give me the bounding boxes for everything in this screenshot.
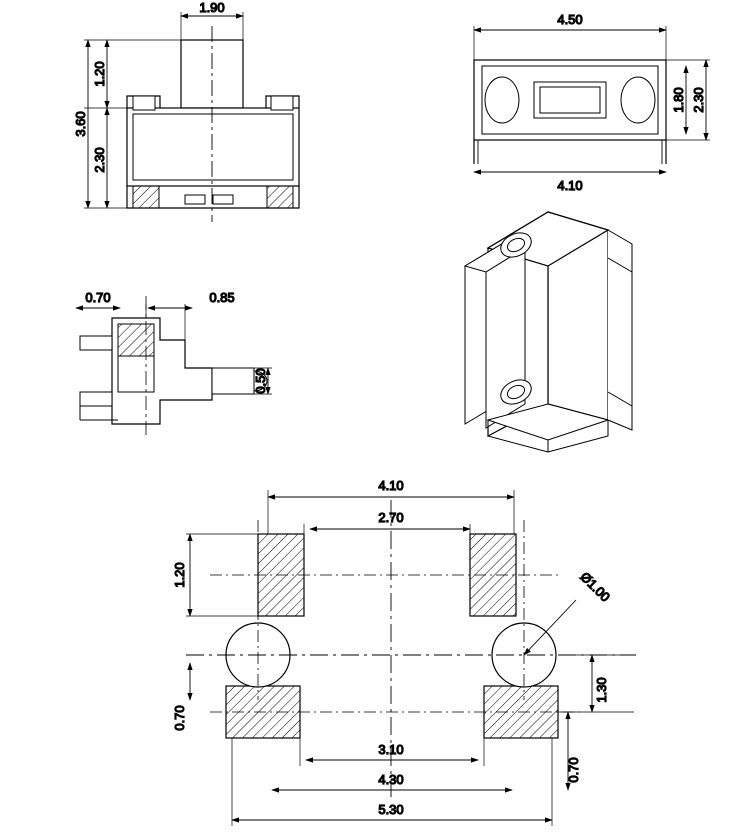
side-view xyxy=(76,290,272,436)
dim-overall-depth: 2.30 xyxy=(691,87,706,113)
dim-pad-offset-right: 1.30 xyxy=(594,677,609,703)
dim-hole-diameter: Ø1.00 xyxy=(577,568,614,605)
top-view xyxy=(474,12,710,193)
dim-pad-span-inner: 2.70 xyxy=(378,510,404,525)
dim-body-width: 4.10 xyxy=(557,178,583,193)
dim-overall-width: 4.50 xyxy=(557,12,583,27)
dim-pad-height-top: 1.20 xyxy=(172,562,187,588)
dim-gap-center: 0.70 xyxy=(172,705,187,731)
pcb-footprint-view xyxy=(172,478,636,826)
dim-lead-offset: 0.70 xyxy=(85,290,111,305)
dim-body-depth: 1.80 xyxy=(671,87,686,113)
dim-span-outer-bottom: 5.30 xyxy=(378,802,404,817)
dim-span-inner-bottom: 3.10 xyxy=(378,742,404,757)
dim-overall-height: 3.60 xyxy=(73,111,88,137)
dim-plunger-width: 1.90 xyxy=(199,0,225,15)
dim-body-height: 2.30 xyxy=(92,147,107,173)
front-view xyxy=(73,0,299,222)
dim-pad-offset-bottom: 0.70 xyxy=(566,757,581,783)
dim-span-mid-bottom: 4.30 xyxy=(378,772,404,787)
dim-lead-thickness: 0.50 xyxy=(253,368,268,394)
dim-pad-span-outer: 4.10 xyxy=(378,478,404,493)
dim-plunger-offset: 0.85 xyxy=(209,290,235,305)
isometric-view xyxy=(465,212,632,452)
dim-plunger-height: 1.20 xyxy=(92,61,107,87)
